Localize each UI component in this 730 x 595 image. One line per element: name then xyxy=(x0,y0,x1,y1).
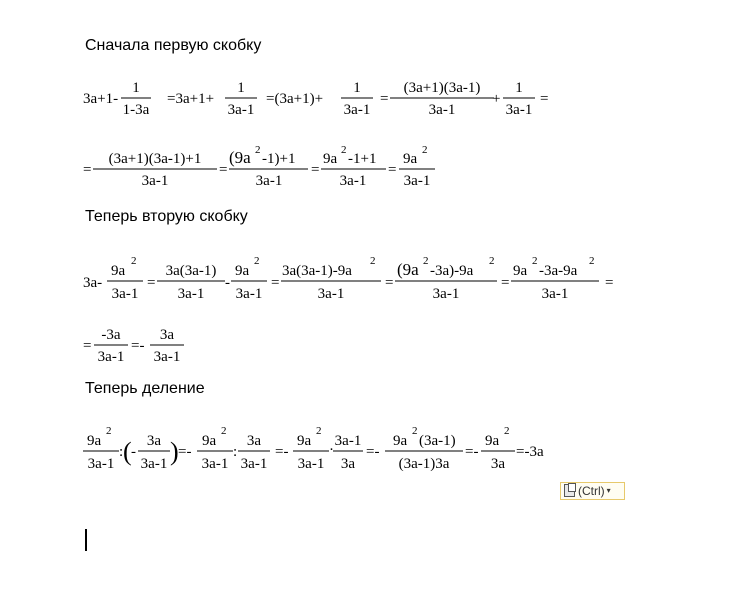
fraction-numerator: 1 xyxy=(353,80,361,96)
expression-text: = xyxy=(219,162,228,178)
fraction-numerator: 3a-1 xyxy=(334,433,362,449)
fraction-denominator: 3a xyxy=(490,456,506,472)
exponent: 2 xyxy=(423,255,429,267)
fraction-denominator: 3a-1 xyxy=(428,102,456,118)
expression-text: ) xyxy=(170,437,179,466)
fraction-numerator: 1 xyxy=(237,80,245,96)
equation-line-2 xyxy=(83,140,443,190)
expression-text: = xyxy=(540,91,549,107)
expression-text: - xyxy=(225,275,230,291)
fraction-numerator: 3a(3a-1) xyxy=(165,263,217,279)
exponent: 2 xyxy=(532,255,538,267)
fraction-denominator: 3a-1 xyxy=(317,286,345,302)
expression-text: = xyxy=(388,162,397,178)
fraction-denominator: 3a-1 xyxy=(153,349,181,365)
expression-text: = xyxy=(385,275,394,291)
exponent: 2 xyxy=(489,255,495,267)
fraction-numerator: 9a xyxy=(485,433,500,449)
fraction-denominator: 3a-1 xyxy=(235,286,263,302)
heading-second-bracket: Теперь вторую скобку xyxy=(85,208,248,225)
fraction-denominator: 3a-1 xyxy=(541,286,569,302)
fraction-denominator: 3a-1 xyxy=(87,456,115,472)
fraction-numerator: 9a xyxy=(202,433,217,449)
fraction-denominator: 3a-1 xyxy=(97,349,125,365)
expression-text: : xyxy=(233,444,238,460)
exponent: 2 xyxy=(422,144,428,156)
fraction-numerator: -3a-9a xyxy=(539,263,578,279)
expression-text: = xyxy=(83,162,92,178)
expression-text: = xyxy=(311,162,320,178)
fraction-numerator: 9a xyxy=(513,263,528,279)
fraction-numerator: (9a xyxy=(229,148,251,167)
fraction-denominator: 3a-1 xyxy=(505,102,533,118)
clipboard-icon xyxy=(564,484,575,497)
fraction-denominator: (3a-1)3a xyxy=(398,456,450,472)
expression-text: = xyxy=(271,275,280,291)
expression-text: =3a+1+ xyxy=(167,91,215,107)
fraction-denominator: 3a-1 xyxy=(403,173,431,189)
fraction-numerator: -3a xyxy=(101,327,121,343)
expression-text: = xyxy=(380,91,389,107)
expression-text: = xyxy=(83,338,92,354)
exponent: 2 xyxy=(370,255,376,267)
exponent: 2 xyxy=(254,255,260,267)
fraction-numerator: 1 xyxy=(515,80,523,96)
result-text: =-3a xyxy=(516,444,544,460)
fraction-numerator: 3a xyxy=(246,433,262,449)
expression-text: = xyxy=(147,275,156,291)
fraction-numerator: 3a xyxy=(146,433,162,449)
exponent: 2 xyxy=(221,425,227,437)
fraction-numerator: 9a xyxy=(393,433,408,449)
heading-first-bracket: Сначала первую скобку xyxy=(85,37,262,54)
fraction-denominator: 3a-1 xyxy=(240,456,268,472)
expression-text: =- xyxy=(131,338,145,354)
expression-text: =- xyxy=(465,444,479,460)
expression-text: =(3a+1)+ xyxy=(266,91,324,107)
exponent: 2 xyxy=(341,144,347,156)
fraction-numerator: -3a)-9a xyxy=(430,263,474,279)
exponent: 2 xyxy=(255,144,261,156)
fraction-denominator: 3a-1 xyxy=(297,456,325,472)
expression-text: =- xyxy=(178,444,192,460)
fraction-numerator: (3a+1)(3a-1)+1 xyxy=(108,151,202,167)
fraction-numerator: 9a xyxy=(297,433,312,449)
expression-text: =- xyxy=(366,444,380,460)
fraction-denominator: 1-3a xyxy=(122,102,150,118)
fraction-denominator: 3a-1 xyxy=(201,456,229,472)
fraction-denominator: 3a-1 xyxy=(177,286,205,302)
expression-text: 3a+1- xyxy=(83,91,119,107)
fraction-denominator: 3a-1 xyxy=(339,173,367,189)
heading-division: Теперь деление xyxy=(85,380,205,397)
exponent: 2 xyxy=(131,255,137,267)
expression-text: = xyxy=(501,275,510,291)
fraction-denominator: 3a-1 xyxy=(227,102,255,118)
fraction-numerator: 3a(3a-1)-9a xyxy=(282,263,352,279)
expression-text: · xyxy=(329,442,334,458)
fraction-denominator: 3a xyxy=(340,456,356,472)
expression-text: : xyxy=(119,444,124,460)
expression-text: =- xyxy=(275,444,289,460)
fraction-numerator: -1+1 xyxy=(348,151,377,167)
expression-text: ( xyxy=(123,437,132,466)
fraction-numerator: 3a xyxy=(159,327,175,343)
fraction-numerator: 1 xyxy=(132,80,140,96)
paste-options-button[interactable] xyxy=(560,482,625,500)
fraction-numerator: 9a xyxy=(111,263,126,279)
expression-text: = xyxy=(605,275,614,291)
fraction-numerator: 9a xyxy=(87,433,102,449)
fraction-numerator: -1)+1 xyxy=(262,151,296,167)
fraction-numerator: 9a xyxy=(403,151,418,167)
equation-line-4 xyxy=(83,320,203,366)
exponent: 2 xyxy=(589,255,595,267)
fraction-denominator: 3a-1 xyxy=(140,456,168,472)
exponent: 2 xyxy=(316,425,322,437)
expression-text: + xyxy=(492,91,501,107)
fraction-numerator: 9a xyxy=(323,151,338,167)
equation-line-3 xyxy=(83,250,633,304)
exponent: 2 xyxy=(412,425,418,437)
exponent: 2 xyxy=(504,425,510,437)
equation-line-1 xyxy=(83,72,563,118)
fraction-denominator: 3a-1 xyxy=(255,173,283,189)
fraction-numerator: (9a xyxy=(397,260,419,279)
fraction-denominator: 3a-1 xyxy=(111,286,139,302)
fraction-denominator: 3a-1 xyxy=(343,102,371,118)
fraction-numerator: (3a-1) xyxy=(419,433,456,449)
equation-line-5 xyxy=(83,420,563,474)
exponent: 2 xyxy=(106,425,112,437)
fraction-denominator: 3a-1 xyxy=(141,173,169,189)
expression-text: - xyxy=(131,444,136,460)
paste-options-label: (Ctrl) xyxy=(578,484,605,498)
fraction-numerator: 9a xyxy=(235,263,250,279)
fraction-numerator: (3a+1)(3a-1) xyxy=(403,80,481,96)
fraction-denominator: 3a-1 xyxy=(432,286,460,302)
chevron-down-icon: ▾ xyxy=(606,486,611,495)
text-cursor xyxy=(85,529,87,551)
expression-text: 3a- xyxy=(83,275,103,291)
